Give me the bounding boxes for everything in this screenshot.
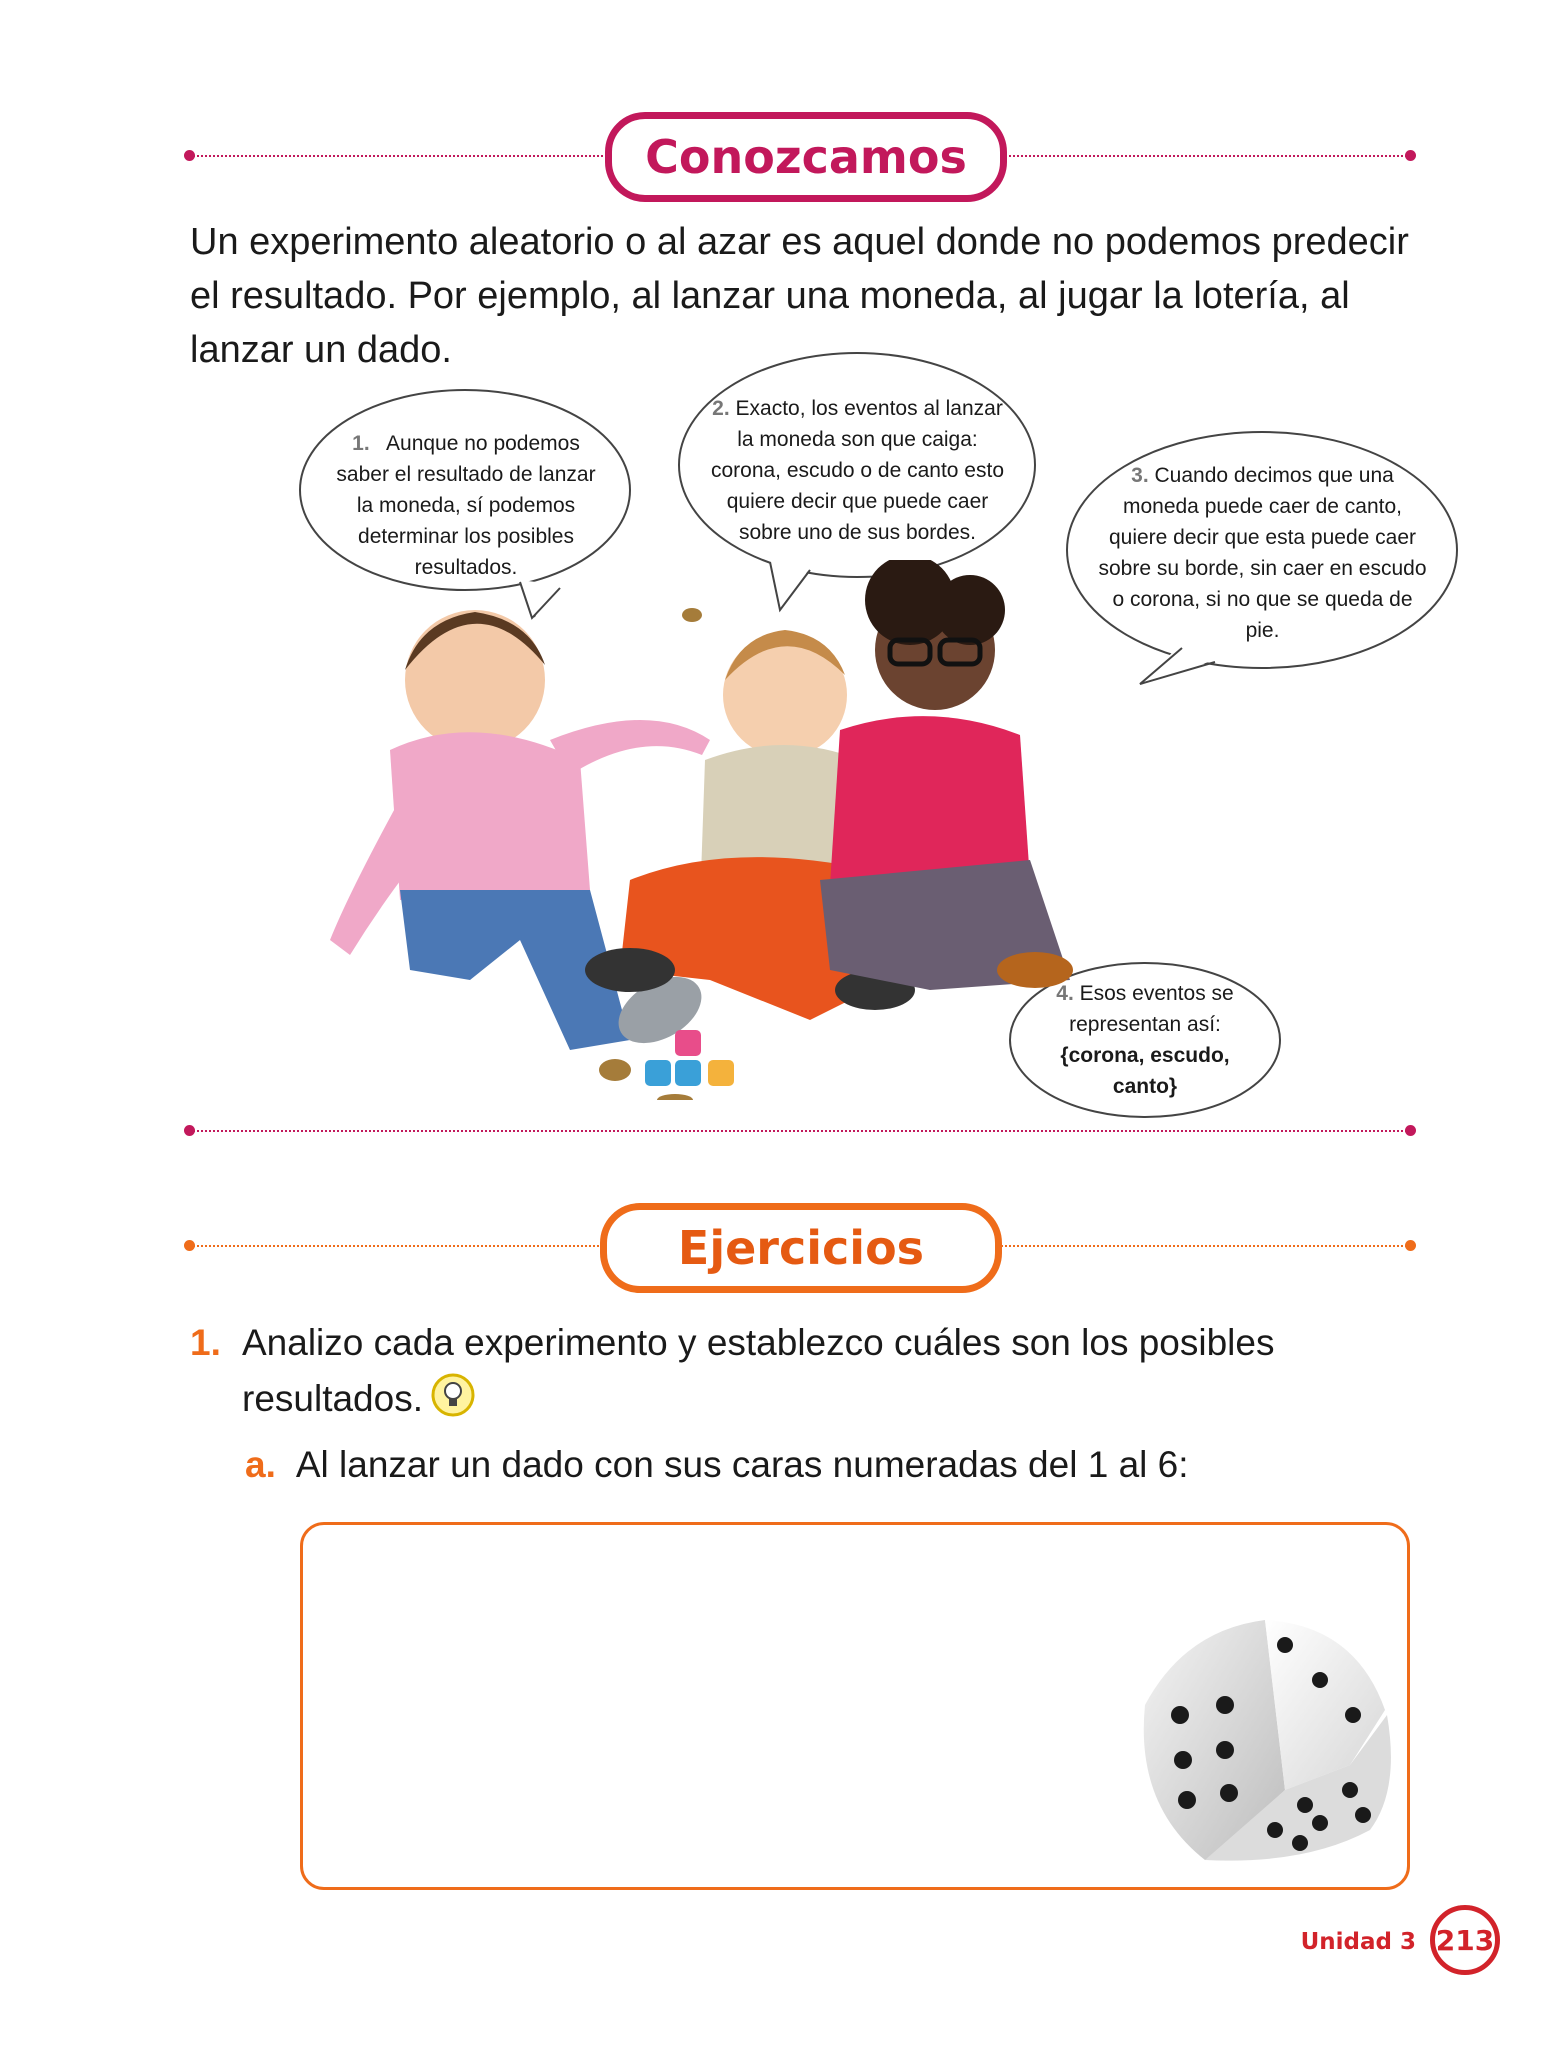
section-title-ejercicios: Ejercicios — [600, 1203, 1002, 1293]
exercise-1a-text: Al lanzar un dado con sus caras numeradas del 1 al 6: — [295, 1444, 1189, 1485]
unit-label: Unidad 3 — [1300, 1929, 1416, 1955]
exercise-1a — [245, 1437, 1189, 1493]
exercise-letter: a. — [245, 1444, 276, 1485]
children-photo — [330, 560, 1280, 1100]
speech-bubble-3: 3. Cuando decimos que una moneda puede caer de canto, quiere decir que esta puede caer sobre su borde, sin caer en escudo o corona, si no que se queda de pie. — [1098, 463, 1427, 642]
page-number: 213 — [1430, 1905, 1500, 1975]
intro-paragraph: Un experimento aleatorio o al azar es aquel donde no podemos predecir el resultado. Por ejemplo, al lanzar una moneda, al jugar la lotería, al lanzar un dado. — [190, 221, 1409, 371]
speech-bubble-2: 2. Exacto, los eventos al lanzar la moneda son que caiga: corona, escudo o de canto esto quiere decir que puede caer sobre uno de sus bordes. — [710, 396, 1005, 544]
exercise-1-text: Analizo cada experimento y establezco cuáles son los posibles resultados. — [242, 1322, 1275, 1419]
exercise-number: 1. — [190, 1322, 221, 1363]
dice-image — [1125, 1615, 1395, 1865]
speech-bubble-4: 4. Esos eventos se representan así: {corona, escudo, canto} — [1056, 982, 1234, 1098]
section-rule-bottom — [190, 1130, 1410, 1132]
page-footer — [1300, 1905, 1500, 1985]
speech-bubble-1: 1. Aunque no podemos saber el resultado de lanzar la moneda, sí podemos determinar los posibles resultados. — [336, 431, 596, 579]
lightbulb-icon — [431, 1373, 475, 1417]
section-title-conozcamos: Conozcamos — [605, 112, 1007, 202]
